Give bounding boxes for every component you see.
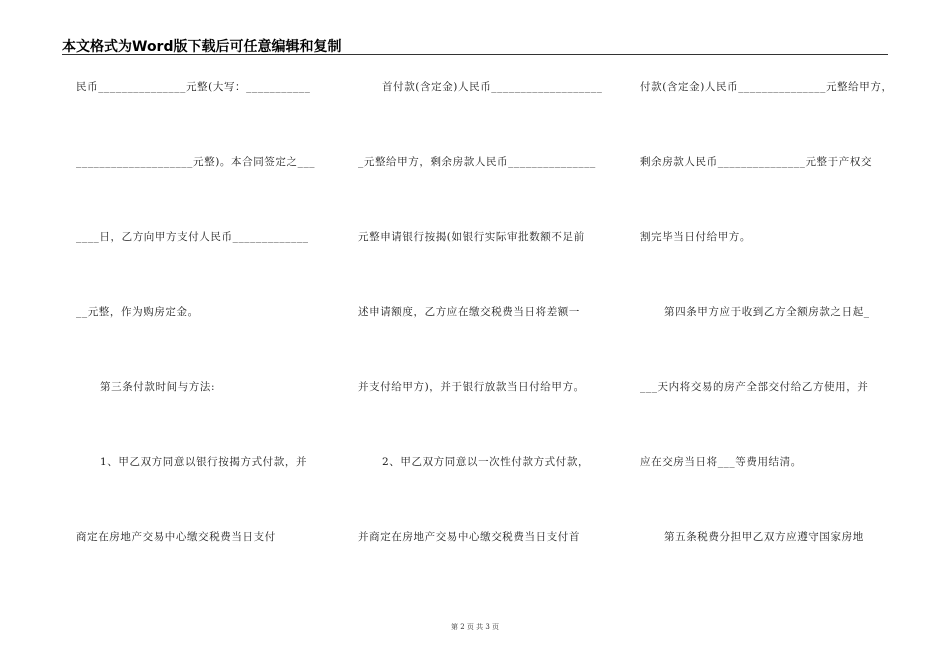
text-line: _元整给甲方，剩余房款人民币_______________ [358,156,596,168]
text-line: ____________________元整)。本合同签定之___ [76,156,316,168]
text-line: 商定在房地产交易中心缴交税费当日支付 [76,531,276,543]
text-line: 1、甲乙双方同意以银行按揭方式付款，并 [100,456,308,468]
text-line: 割完毕当日付给甲方。 [640,231,751,243]
text-line: 应在交房当日将___等费用结清。 [640,456,802,468]
text-line: 述申请额度，乙方应在缴交税费当日将差额一 [358,306,580,318]
text-line: 并商定在房地产交易中心缴交税费当日支付首 [358,531,580,543]
text-line: 2、甲乙双方同意以一次性付款方式付款， [382,456,590,468]
text-line: 民币_______________元整(大写：___________ [76,81,311,93]
header-divider [62,54,888,55]
text-line: 付款(含定金)人民币_______________元整给甲方， [640,81,893,93]
section-heading: 第三条付款时间与方法: [100,381,216,393]
text-line: ___天内将交易的房产全部交付给乙方使用，并 [640,381,869,393]
text-line: 首付款(含定金)人民币___________________ [382,81,603,93]
text-line: __元整，作为购房定金。 [76,306,199,318]
section-heading: 第四条甲方应于收到乙方全额房款之日起_ [664,306,870,318]
page-number: 第 2 页 共 3 页 [450,623,500,631]
text-line: 元整申请银行按揭(如银行实际审批数额不足前 [358,231,585,243]
text-line: ____日，乙方向甲方支付人民币_____________ [76,231,309,243]
text-line: 剩余房款人民币_______________元整于产权交 [640,156,873,168]
section-heading: 第五条税费分担甲乙双方应遵守国家房地 [664,531,864,543]
text-line: 并支付给甲方)，并于银行放款当日付给甲方。 [358,381,585,393]
document-header-title: 本文格式为Word版下载后可任意编辑和复制 [62,39,342,55]
